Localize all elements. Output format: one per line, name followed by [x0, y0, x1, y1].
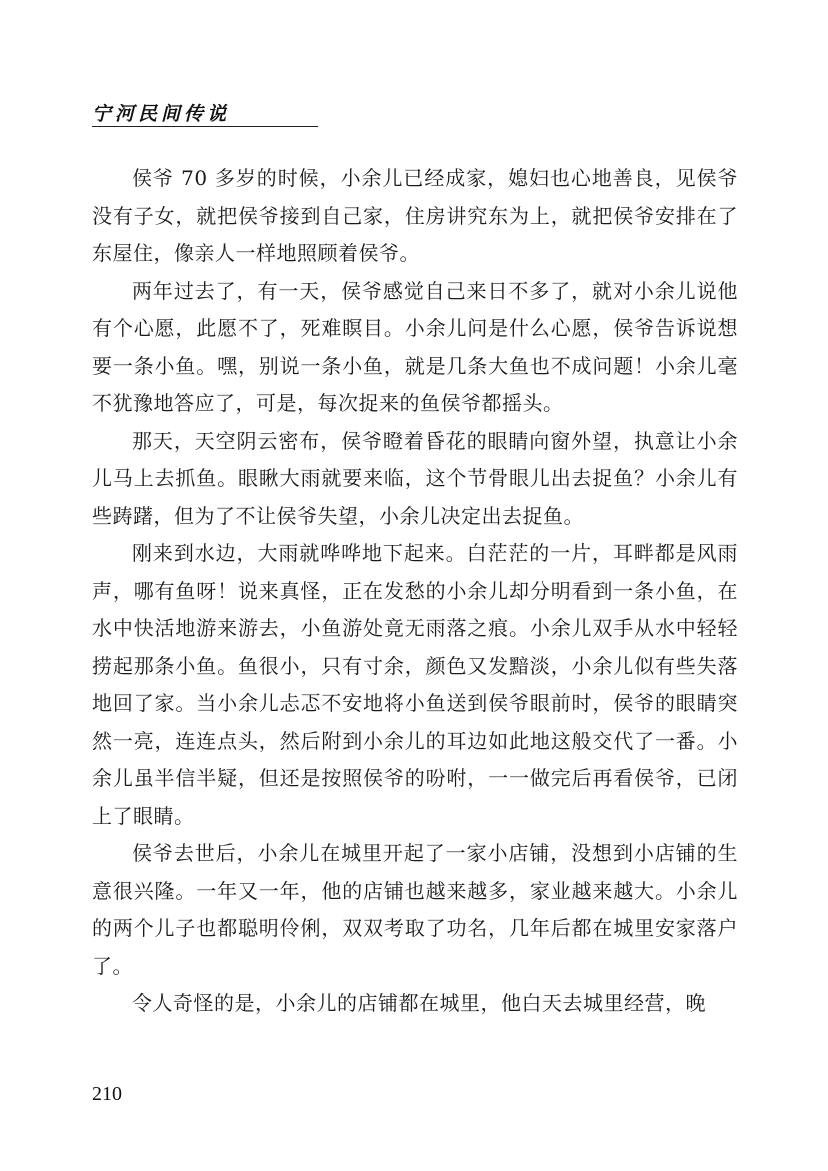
body-text: [92, 160, 738, 1023]
paragraph-3: 那天，天空阴云密布，侯爷瞪着昏花的眼睛向窗外望，执意让小余儿马上去抓鱼。眼瞅大雨就要来临，这个节骨眼儿出去捉鱼？小余儿有些踌躇，但为了不让侯爷失望，小余儿决定出去捉鱼。: [92, 428, 738, 528]
page-number: 210: [92, 1083, 122, 1105]
paragraph-5: 侯爷去世后，小余儿在城里开起了一家小店铺，没想到小店铺的生意很兴隆。一年又一年，他的店铺也越来越多，家业越来越大。小余儿的两个儿子也都聪明伶俐，双双考取了功名，几年后都在城里安家落户了。: [92, 841, 738, 978]
paragraph-2: 两年过去了，有一天，侯爷感觉自己来日不多了，就对小余儿说他有个心愿，此愿不了，死难瞑目。小余儿问是什么心愿，侯爷告诉说想要一条小鱼。嘿，别说一条小鱼，就是几条大鱼也不成问题！小余儿毫不犹豫地答应了，可是，每次捉来的鱼侯爷都摇头。: [92, 278, 738, 415]
header-underline: [92, 126, 318, 127]
paragraph-1: 侯爷 70 多岁的时候，小余儿已经成家，媳妇也心地善良，见侯爷没有子女，就把侯爷接到自己家，住房讲究东为上，就把侯爷安排在了东屋住，像亲人一样地照顾着侯爷。: [92, 166, 738, 265]
paragraph-6: 令人奇怪的是，小余儿的店铺都在城里，他白天去城里经营，晚: [132, 991, 706, 1015]
running-header-title: 宁河民间传说: [92, 103, 231, 125]
paragraph-4: 刚来到水边，大雨就哗哗地下起来。白茫茫的一片，耳畔都是风雨声，哪有鱼呀！说来真怪，正在发愁的小余儿却分明看到一条小鱼，在水中快活地游来游去，小鱼游处竟无雨落之痕。小余儿双手从水中轻轻捞起那条小鱼。鱼很小，只有寸余，颜色又发黯淡，小余儿似有些失落地回了家。当小余儿忐忑不安地将小鱼送到侯爷眼前时，侯爷的眼睛突然一亮，连连点头，然后附到小余儿的耳边如此地这般交代了一番。小余儿虽半信半疑，但还是按照侯爷的吩咐，一一做完后再看侯爷，已闭上了眼睛。: [92, 541, 738, 828]
